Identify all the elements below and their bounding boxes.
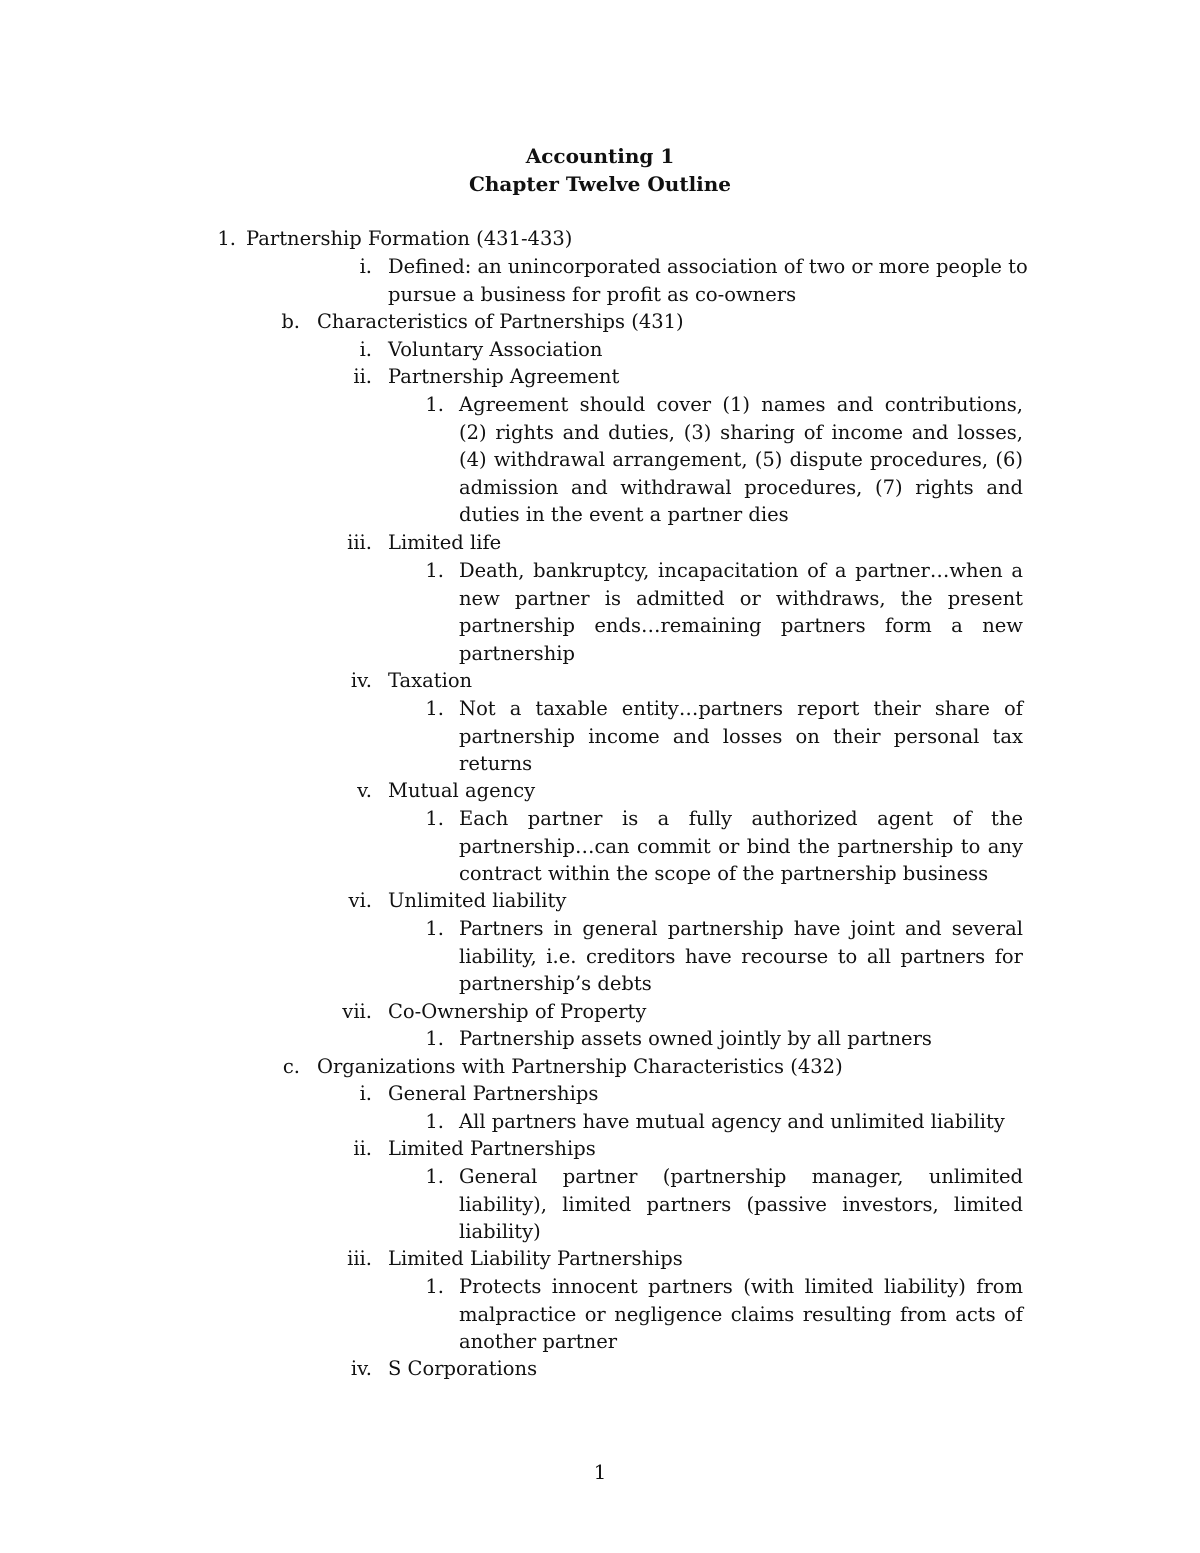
item-marker: 1. (425, 1275, 444, 1298)
item-text: Not a taxable entity…partners report their share of partnership income and losses on their personal tax returns (459, 697, 1023, 776)
item-marker: i. (359, 1082, 372, 1105)
item-marker: 1. (425, 807, 444, 830)
item-marker: 1. (425, 1110, 444, 1133)
item-agreement: Partnership Agreement (388, 365, 620, 388)
item-marker: i. (359, 338, 372, 361)
item-text: Agreement should cover (1) names and contributions, (2) rights and duties, (3) sharing of income and losses, (4) withdrawal arrangement, (5) dispute procedures, (6) admission and withdrawal procedures, (7) rights and duties in the event a partner dies (459, 393, 1023, 527)
item-marker: ii. (353, 365, 372, 388)
section-formation: Partnership Formation (431-433) (246, 227, 573, 250)
item-defined (388, 253, 1028, 308)
item-llp-detail (459, 1273, 1023, 1356)
item-agreement-detail (459, 391, 1023, 529)
item-taxation-detail (459, 695, 1023, 778)
item-marker: iv. (350, 669, 372, 692)
item-marker: 1. (217, 227, 236, 250)
item-marker: 1. (425, 559, 444, 582)
item-marker: 1. (425, 697, 444, 720)
document-subtitle: Chapter Twelve Outline (468, 172, 732, 196)
item-limited: Limited Partnerships (388, 1137, 596, 1160)
item-marker: ii. (353, 1137, 372, 1160)
item-marker: vii. (342, 1000, 372, 1023)
item-text: Defined: an unincorporated association of two or more people to pursue a business for profit as co-owners (388, 255, 1028, 306)
item-text: General partner (partnership manager, unlimited liability), limited partners (passive investors, limited liability) (459, 1165, 1023, 1244)
item-llp: Limited Liability Partnerships (388, 1247, 683, 1270)
item-s-corp: S Corporations (388, 1357, 538, 1380)
item-limited-life: Limited life (388, 531, 502, 554)
item-marker: 1. (425, 393, 444, 416)
item-text: Partners in general partnership have joint and several liability, i.e. creditors have recourse to all partners for partnership’s debts (459, 917, 1023, 996)
document-title: Accounting 1 (525, 144, 675, 168)
item-taxation: Taxation (388, 669, 473, 692)
item-marker: 1. (425, 1165, 444, 1188)
item-marker: iii. (347, 531, 372, 554)
item-marker: v. (357, 779, 372, 802)
item-marker: 1. (425, 917, 444, 940)
item-marker: vi. (348, 889, 372, 912)
item-co-ownership-detail: Partnership assets owned jointly by all partners (459, 1027, 932, 1050)
item-general: General Partnerships (388, 1082, 599, 1105)
item-marker: 1. (425, 1027, 444, 1050)
item-text: Protects innocent partners (with limited liability) from malpractice or negligence claims resulting from acts of another partner (459, 1275, 1023, 1354)
item-general-detail: All partners have mutual agency and unlimited liability (459, 1110, 1005, 1133)
page-number: 1 (593, 1460, 607, 1484)
item-unlimited-liability: Unlimited liability (388, 889, 567, 912)
item-limited-detail (459, 1163, 1023, 1246)
item-marker: iii. (347, 1247, 372, 1270)
item-mutual-agency: Mutual agency (388, 779, 536, 802)
item-marker: b. (281, 310, 300, 333)
item-mutual-agency-detail (459, 805, 1023, 888)
item-voluntary: Voluntary Association (388, 338, 603, 361)
item-limited-life-detail (459, 557, 1023, 667)
item-marker: i. (359, 255, 372, 278)
item-co-ownership: Co-Ownership of Property (388, 1000, 647, 1023)
item-text: Death, bankruptcy, incapacitation of a partner…when a new partner is admitted or withdraws, the present partnership ends…remaining partners form a new partnership (459, 559, 1023, 665)
section-organizations: Organizations with Partnership Characteristics (432) (317, 1055, 843, 1078)
section-characteristics: Characteristics of Partnerships (431) (317, 310, 684, 333)
item-marker: iv. (350, 1357, 372, 1380)
item-marker: c. (282, 1055, 300, 1078)
item-unlimited-liability-detail (459, 915, 1023, 998)
item-text: Each partner is a fully authorized agent of the partnership…can commit or bind the partnership to any contract within the scope of the partnership business (459, 807, 1023, 886)
